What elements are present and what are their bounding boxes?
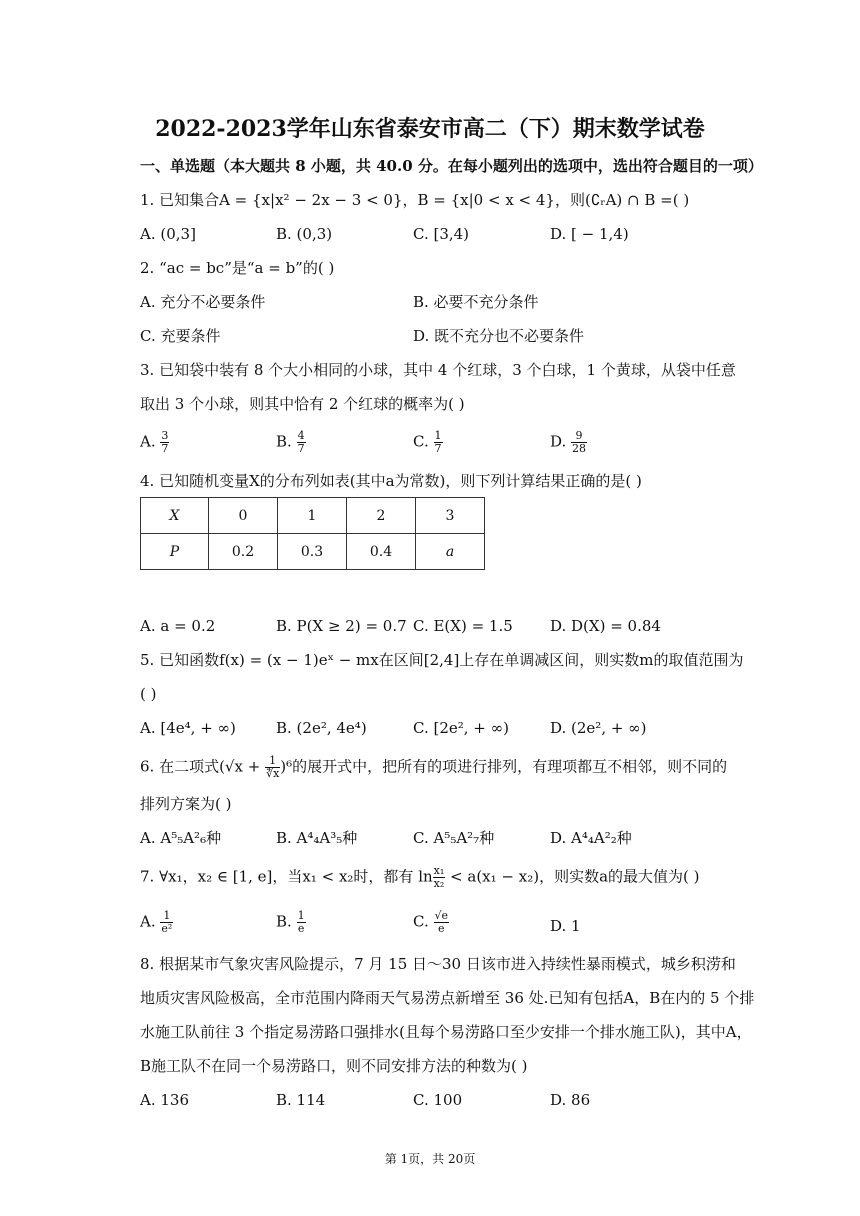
question-3-stem-line2: 取出 3 个小球，则其中恰有 2 个红球的概率为( ) bbox=[140, 395, 465, 413]
q5-option-d: D. (2e², + ∞) bbox=[550, 719, 647, 737]
q6-option-b: B. A⁴₄A³₅种 bbox=[276, 829, 358, 847]
option-label: C. bbox=[413, 912, 429, 931]
q4-option-c: C. E(X) = 1.5 bbox=[413, 617, 513, 635]
page-footer: 第 1页，共 20页 bbox=[384, 1152, 476, 1166]
question-8-stem-line2: 地质灾害风险极高，全市范围内降雨天气易涝点新增至 36 处.已知有包括A，B在内的 5 个排 bbox=[140, 989, 755, 1007]
numerator: √e bbox=[434, 909, 449, 922]
fraction bbox=[160, 430, 169, 455]
q2-option-d: D. 既不充分也不必要条件 bbox=[413, 327, 585, 345]
denominator: 7 bbox=[297, 442, 305, 455]
numerator: 9 bbox=[571, 430, 587, 443]
numerator: 3 bbox=[161, 429, 169, 442]
table-cell: 3 bbox=[416, 498, 485, 534]
table-cell: 0.4 bbox=[347, 534, 416, 570]
fraction bbox=[433, 865, 446, 890]
fraction bbox=[265, 755, 280, 780]
denominator: 28 bbox=[572, 442, 587, 455]
q7-option-d: D. 1 bbox=[550, 917, 581, 935]
q4-option-d: D. D(X) = 0.84 bbox=[550, 617, 661, 635]
q3-option-a bbox=[140, 430, 169, 455]
stem-text: )⁶的展开式中，把所有的项进行排列，有理项都互不相邻，则不同的 bbox=[280, 757, 728, 776]
q8-option-a: A. 136 bbox=[140, 1091, 189, 1109]
option-label: B. bbox=[276, 432, 292, 451]
denominator: x₂ bbox=[433, 877, 445, 890]
table-cell: 2 bbox=[347, 498, 416, 534]
q8-option-b: B. 114 bbox=[276, 1091, 326, 1109]
fraction bbox=[434, 910, 450, 935]
q3-option-c bbox=[413, 430, 443, 455]
q4-option-b: B. P(X ≥ 2) = 0.7 bbox=[276, 617, 407, 635]
q6-option-a: A. A⁵₅A²₆种 bbox=[140, 829, 222, 847]
distribution-table bbox=[140, 497, 485, 570]
table-cell: 0 bbox=[209, 498, 278, 534]
q8-option-c: C. 100 bbox=[413, 1091, 463, 1109]
q1-option-b: B. (0,3) bbox=[276, 225, 333, 243]
question-5-stem-line2: ( ) bbox=[140, 685, 157, 703]
q5-option-c: C. [2e², + ∞) bbox=[413, 719, 509, 737]
table-cell: 0.3 bbox=[278, 534, 347, 570]
denominator: 7 bbox=[434, 442, 442, 455]
option-label: A. bbox=[140, 432, 156, 451]
q7-option-c bbox=[413, 910, 449, 935]
question-5-stem-line1: 5. 已知函数f(x) = (x − 1)eˣ − mx在区间[2,4]上存在单调减区间，则实数m的取值范围为 bbox=[140, 651, 744, 669]
table-row bbox=[141, 534, 485, 570]
question-8-stem-line3: 水施工队前往 3 个指定易涝路口强排水(且每个易涝路口至少安排一个排水施工队)，其中A， bbox=[140, 1023, 752, 1041]
table-cell: 1 bbox=[278, 498, 347, 534]
q2-option-c: C. 充要条件 bbox=[140, 327, 221, 345]
q1-option-a: A. (0,3] bbox=[140, 225, 196, 243]
q2-option-a: A. 充分不必要条件 bbox=[140, 293, 266, 311]
q3-option-b bbox=[276, 430, 306, 455]
fraction bbox=[434, 430, 443, 455]
denominator: e bbox=[438, 922, 445, 935]
numerator: 1 bbox=[160, 910, 173, 923]
fraction bbox=[571, 430, 587, 455]
q8-option-d: D. 86 bbox=[550, 1091, 591, 1109]
stem-text: 6. 在二项式(√x + bbox=[140, 757, 266, 776]
q5-option-a: A. [4e⁴, + ∞) bbox=[140, 719, 236, 737]
question-8-stem-line4: B施工队不在同一个易涝路口，则不同安排方法的种数为( ) bbox=[140, 1057, 528, 1075]
table-cell: a bbox=[416, 534, 485, 570]
numerator: 4 bbox=[297, 429, 305, 442]
question-6-stem-line2: 排列方案为( ) bbox=[140, 795, 232, 813]
q2-option-b: B. 必要不充分条件 bbox=[413, 293, 539, 311]
numerator: 1 bbox=[297, 909, 305, 922]
section-heading: 一、单选题（本大题共 8 小题，共 40.0 分。在每小题列出的选项中，选出符合题目的一项） bbox=[140, 157, 763, 175]
denominator: e bbox=[297, 922, 305, 935]
numerator: x₁ bbox=[433, 864, 445, 877]
q6-option-c: C. A⁵₅A²₇种 bbox=[413, 829, 495, 847]
question-2-stem: 2. “ac = bc”是“a = b”的( ) bbox=[140, 259, 335, 277]
stem-text: < a(x₁ − x₂)，则实数a的最大值为( ) bbox=[445, 867, 700, 886]
question-6-stem-line1 bbox=[140, 755, 727, 780]
numerator: 1 bbox=[434, 429, 442, 442]
q7-option-b bbox=[276, 910, 306, 935]
numerator: 1 bbox=[265, 755, 280, 768]
question-8-stem-line1: 8. 根据某市气象灾害风险提示，7 月 15 日～30 日该市进入持续性暴雨模式，城乡积涝和 bbox=[140, 955, 736, 973]
stem-text: 7. ∀x₁，x₂ ∈ [1, e]，当x₁ < x₂时，都有 ln bbox=[140, 867, 433, 886]
fraction bbox=[297, 430, 306, 455]
page-title: 2022-2023学年山东省泰安市高二（下）期末数学试卷 bbox=[155, 116, 705, 142]
question-3-stem-line1: 3. 已知袋中装有 8 个大小相同的小球，其中 4 个红球，3 个白球，1 个黄球，从袋中任意 bbox=[140, 361, 736, 379]
option-label: B. bbox=[276, 912, 292, 931]
fraction bbox=[297, 910, 306, 935]
option-label: C. bbox=[413, 432, 429, 451]
question-4-stem: 4. 已知随机变量X的分布列如表(其中a为常数)，则下列计算结果正确的是( ) bbox=[140, 472, 642, 490]
q1-option-d: D. [ − 1,4) bbox=[550, 225, 629, 243]
table-cell: P bbox=[141, 534, 209, 570]
question-1-stem: 1. 已知集合A = {x|x² − 2x − 3 < 0}，B = {x|0 < x < 4}，则(∁ᵣA) ∩ B =( ) bbox=[140, 191, 690, 209]
denominator: ∜x bbox=[266, 767, 280, 780]
table-row bbox=[141, 498, 485, 534]
q6-option-d: D. A⁴₄A²₂种 bbox=[550, 829, 632, 847]
denominator: e² bbox=[161, 922, 173, 935]
q1-option-c: C. [3,4) bbox=[413, 225, 470, 243]
question-7-stem bbox=[140, 865, 700, 890]
q5-option-b: B. (2e², 4e⁴) bbox=[276, 719, 367, 737]
option-label: D. bbox=[550, 432, 567, 451]
q4-option-a: A. a = 0.2 bbox=[140, 617, 216, 635]
fraction bbox=[160, 910, 173, 935]
denominator: 7 bbox=[161, 442, 169, 455]
table-cell: X bbox=[141, 498, 209, 534]
table-cell: 0.2 bbox=[209, 534, 278, 570]
q3-option-d bbox=[550, 430, 587, 455]
q7-option-a bbox=[140, 910, 173, 935]
option-label: A. bbox=[140, 912, 156, 931]
